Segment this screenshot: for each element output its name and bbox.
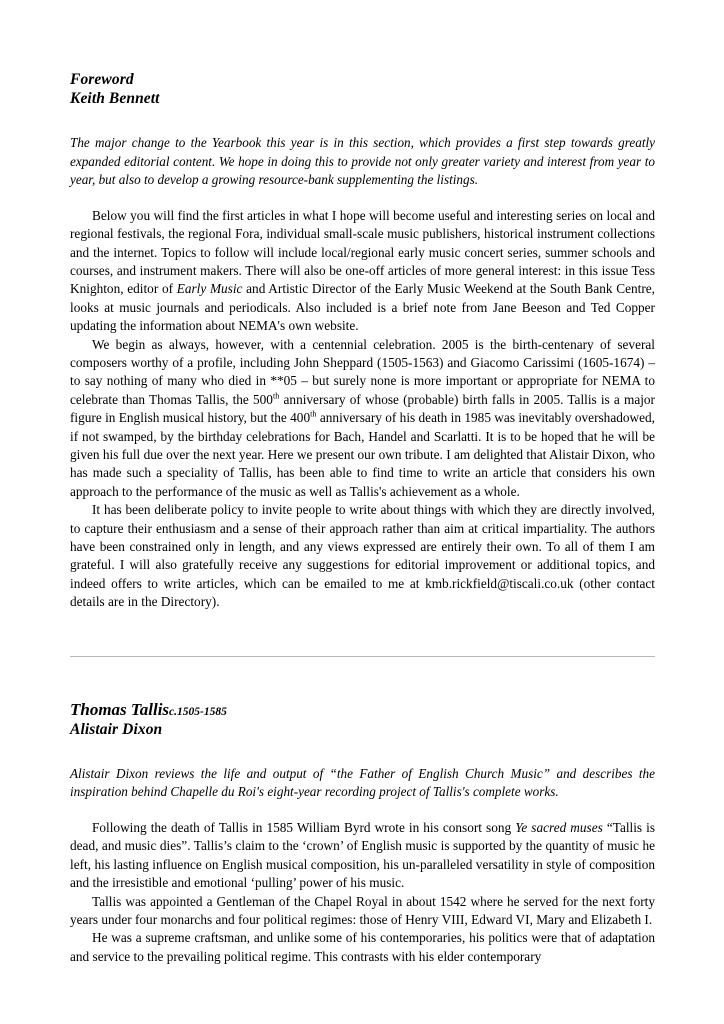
section-divider-wrap: [70, 612, 655, 657]
article-foreword: [70, 70, 655, 612]
spacer: [70, 802, 655, 819]
tallis-title-text: Thomas Tallis: [70, 699, 170, 719]
spacer: [70, 657, 655, 699]
tallis-paragraph-1: Following the death of Tallis in 1585 William Byrd wrote in his consort song Ye sacred muses “Tallis is dead, and music dies”. Tallis’s claim to the ‘crown’ of English music is supported by the quantity of music he left, his lasting influence on English musical composition, his un-paralleled versatility in style of composition and the irresistible and emotional ‘pulling’ power of his music.: [70, 819, 656, 891]
tallis-paragraph-2: Tallis was appointed a Gentleman of the Chapel Royal in about 1542 where he served for the next forty years under four monarchs and four political regimes: those of Henry VIII, Edward VI, Mary and Elizabeth I.: [70, 893, 655, 927]
tallis-lead-paragraph: Alistair Dixon reviews the life and output of “the Father of English Church Music” and describes the inspiration behind Chapelle du Roi's eight-year recording project of Tallis's complete works.: [70, 765, 655, 800]
tallis-author: Alistair Dixon: [70, 720, 163, 738]
foreword-lead-paragraph: The major change to the Yearbook this year is in this section, which provides a first step towards greatly expanded editorial content. We hope in doing this to provide not only greater variety and interest from year to year, but also to develop a growing resource-bank supplementing the listings.: [70, 135, 655, 188]
foreword-author: Keith Bennett: [70, 90, 160, 108]
spacer: [70, 740, 655, 765]
article-thomas-tallis: [70, 699, 655, 966]
foreword-title: Foreword: [70, 71, 134, 88]
foreword-paragraph-3: It has been deliberate policy to invite people to write about things with which they are directly involved, to capture their enthusiasm and a sense of their approach rather than aim at critical impartiality. The authors have been constrained only in length, and any views expressed are entirely their own. To all of them I am grateful. I will also gratefully receive any suggestions for editorial improvement or additional topics, and indeed offers to write articles, which can be emailed to me at kmb.rickfield@tiscali.co.uk (other contact details are in the Directory).: [70, 502, 655, 610]
foreword-paragraph-1: Below you will find the first articles in what I hope will become useful and interesting series on local and regional festivals, the regional Fora, individual small-scale music publishers, historical instrument collections and the internet. Topics to follow will include local/regional early music concert series, summer schools and courses, and instrument makers. There will also be one-off articles of more general interest: in this issue Tess Knighton, editor of Early Music and Artistic Director of the Early Music Weekend at the South Bank Centre, looks at music journals and periodicals. Also included is a brief note from Jane Beeson and Ted Copper updating the information about NEMA's own website.: [70, 207, 655, 334]
spacer: [70, 109, 655, 134]
tallis-dates: c.1505-1585: [169, 705, 227, 718]
tallis-title: [70, 699, 655, 721]
spacer: [70, 190, 655, 207]
tallis-paragraph-3: He was a supreme craftsman, and unlike some of his contemporaries, his politics were that of adaptation and service to the prevailing political regime. This contrasts with his elder contemporary: [70, 930, 655, 964]
foreword-paragraph-2: We begin as always, however, with a centennial celebration. 2005 is the birth-centenary of several composers worthy of a profile, including John Sheppard (1505-1563) and Giacomo Carissimi (1605-1674) – to say nothing of many who died in **05 – but surely none is more important or appropriate for NEMA to celebrate than Thomas Tallis, the 500th anniversary of whose (probable) birth falls in 2005. Tallis is a major figure in English musical history, but the 400th anniversary of his death in 1985 was inevitably overshadowed, if not swamped, by the birthday celebrations for Bach, Handel and Scarlatti. It is to be hoped that he will be given his full due over the next year. Here we present our own tribute. I am delighted that Alistair Dixon, who has made such a speciality of Tallis, has been able to find time to write an article that considers his own approach to the performance of the music as well as Tallis's achievement as a whole.: [70, 336, 655, 499]
